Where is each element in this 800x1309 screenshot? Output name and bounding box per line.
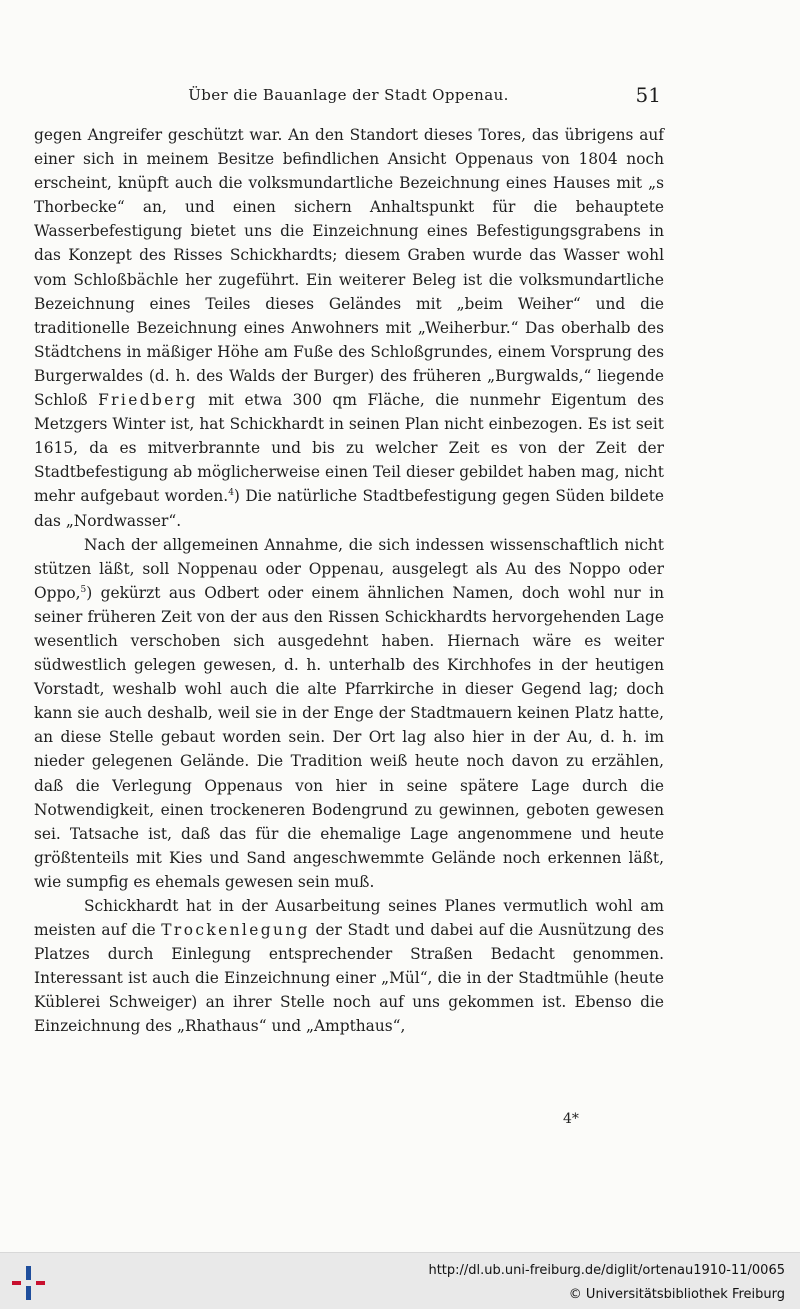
paragraph-1	[34, 123, 664, 533]
running-title: Über die Bauanlage der Stadt Oppenau.	[188, 86, 509, 104]
page-header	[36, 83, 661, 110]
paragraph-1-text-c: ) Die natürliche Stadtbefestigung gegen Süden bildete das „Nordwasser“.	[34, 487, 665, 530]
body-text	[34, 123, 664, 1039]
logo-center-bar-top	[26, 1266, 31, 1280]
logo-left-bar	[12, 1281, 21, 1285]
footnote-ref-4: 4	[228, 488, 234, 499]
paragraph-2	[34, 533, 664, 894]
signature-mark: 4*	[563, 1111, 579, 1127]
footer-bar	[0, 1252, 800, 1309]
emphasized-word-trockenlegung: Trockenlegung	[161, 921, 310, 940]
paragraph-1-text-b: mit etwa 300 qm Fläche, die nunmehr Eigentum des Metzgers Winter ist, hat Schickhardt in seinen Plan nicht einbezogen. Es ist seit 1615, da es mitverbrannte und bis zu welcher Zeit es von der Zeit der Stadtbefestigung ab möglicherweise einen Teil dieser gebildet haben mag, nicht mehr aufgebaut worden.	[34, 391, 664, 506]
page-number: 51	[635, 83, 661, 107]
paragraph-2-text-b: ) gekürzt aus Odbert oder einem ähnlichen Namen, doch wohl nur in seiner früheren Zeit von der aus den Rissen Schickhardts hervorgehenden Lage wesentlich verschoben sich ausgedehnt haben. Hiernach wäre es weiter südwestlich gelegen gewesen, d. h. unterhalb des Kirchhofes in der heutigen Vorstadt, weshalb wohl auch die alte Pfarrkirche in dieser Gegend lag; doch kann sie auch deshalb, weil sie in der Enge der Stadtmauern keinen Platz hatte, an diese Stelle gebaut worden sein. Der Ort lag also hier in der Au, d. h. im nieder gelegenen Gelände. Die Tradition weiß heute noch davon zu erzählen, daß die Verlegung Oppenaus von hier in seine spätere Lage durch die Notwendigkeit, einen trockeneren Bodengrund zu gewinnen, geboten gewesen sei. Tatsache ist, daß das für die ehemalige Lage angenommene und heute größtenteils mit Kies und Sand angeschwemmte Gelände noch erkennen läßt, wie sumpfig es ehemals gewesen sein muß.	[34, 583, 664, 891]
paragraph-3	[34, 894, 664, 1039]
logo-center-bar-bottom	[26, 1286, 31, 1300]
library-logo-icon	[10, 1263, 50, 1303]
paragraph-2-text-a: Nach der allgemeinen Annahme, die sich indessen wissenschaftlich nicht stützen läßt, soll Noppenau oder Oppenau, ausgelegt als Au des Noppo oder Oppo,	[34, 535, 664, 602]
paragraph-3-text-b: der Stadt und dabei auf die Ausnützung des Platzes durch Einlegung entsprechender Straßen Bedacht genommen. Interessant ist auch die Einzeichnung einer „Mül“, die in der Stadtmühle (heute Küblerei Schweiger) an ihrer Stelle noch auf uns gekommen ist. Ebenso die Einzeichnung des „Rhathaus“ und „Ampthaus“,	[34, 921, 664, 1036]
emphasized-name-friedberg: Friedberg	[98, 391, 198, 410]
paragraph-1-text-a: gegen Angreifer geschützt war. An den Standort dieses Tores, das übrigens auf einer sich in meinem Besitze befindlichen Ansicht Oppenaus von 1804 noch erscheint, knüpft auch die volksmundartliche Bezeichnung eines Hauses mit „s Thorbecke“ an, und einen sichern Anhaltspunkt für die behauptete Wasserbefestigung bietet uns die Einzeichnung eines Befestigungsgrabens in das Konzept des Risses Schickhardts; diesem Graben wurde das Wasser wohl vom Schloßbächle her zugeführt. Ein weiterer Beleg ist die volksmundartliche Bezeichnung eines Teiles dieses Geländes mit „beim Weiher“ und die traditionelle Bezeichnung eines Anwohners mit „Weiherbur.“ Das oberhalb des Städtchens in mäßiger Höhe am Fuße des Schloßgrundes, einem Vorsprung des Burgerwaldes (d. h. des Walds der Burger) des früheren „Burgwalds,“ liegende Schloß	[34, 126, 664, 410]
paragraph-3-text-a: Schickhardt hat in der Ausarbeitung seines Planes vermutlich wohl am meisten auf die	[34, 897, 664, 940]
logo-right-bar	[36, 1281, 45, 1285]
footnote-ref-5: 5	[80, 584, 87, 595]
copyright-text: © Universitätsbibliothek Freiburg	[568, 1287, 785, 1302]
source-url-link[interactable]: http://dl.ub.uni-freiburg.de/diglit/ortenau1910-11/0065	[428, 1263, 785, 1278]
